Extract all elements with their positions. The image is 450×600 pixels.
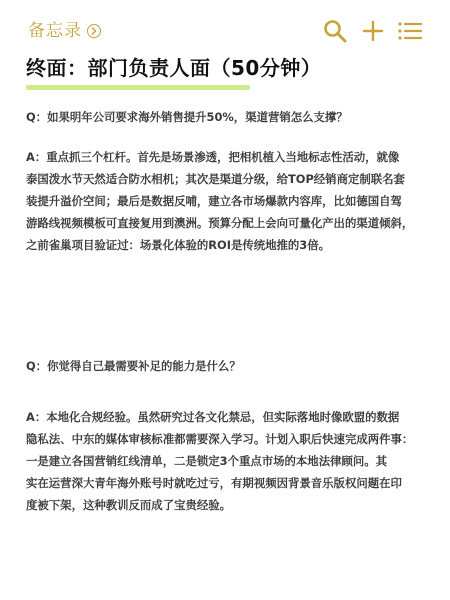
plus-icon[interactable] <box>360 18 386 44</box>
question-1 <box>26 106 428 128</box>
title-highlight <box>26 85 250 90</box>
answer-line: 度被下架，这种教训反而成了宝贵经验。 <box>26 498 232 512</box>
answer-line: A：本地化合规经验。虽然研究过各文化禁忌，但实际落地时像欧盟的数据 <box>26 410 400 424</box>
chevron-right-icon <box>87 24 101 38</box>
search-icon[interactable] <box>322 18 348 44</box>
note-title: 终面：部门负责人面（50分钟） <box>26 56 322 80</box>
answer-line: 泰国泼水节天然适合防水相机；其次是渠道分级，给TOP经销商定制联名套 <box>26 172 405 186</box>
back-label: 备忘录 <box>28 21 82 41</box>
list-icon[interactable] <box>397 18 423 44</box>
question-text: Q：如果明年公司要求海外销售提升50%，渠道营销怎么支撑？ <box>26 110 348 124</box>
answer-1 <box>26 146 428 256</box>
question-2 <box>26 355 428 377</box>
question-text: Q：你觉得自己最需要补足的能力是什么？ <box>26 359 241 373</box>
back-to-notes-button[interactable] <box>28 20 101 42</box>
answer-line: 装提升溢价空间；最后是数据反哺，建立各市场爆款内容库，比如德国自驾 <box>26 194 402 208</box>
answer-line: 游路线视频模板可直接复用到澳洲。预算分配上会向可量化产出的渠道倾斜， <box>26 216 414 230</box>
answer-2 <box>26 406 428 516</box>
answer-line: 隐私法、中东的媒体审核标准都需要深入学习。计划入职后快速完成两件事： <box>26 432 414 446</box>
answer-line: 一是建立各国营销红线清单，二是锁定3个重点市场的本地法律顾问。其 <box>26 454 388 468</box>
answer-line: 之前雀巢项目验证过：场景化体验的ROI是传统地推的3倍。 <box>26 238 330 252</box>
top-bar <box>0 0 450 58</box>
answer-line: 实在运营深大青年海外账号时就吃过亏，有期视频因背景音乐版权问题在印 <box>26 476 402 490</box>
answer-line: A：重点抓三个杠杆。首先是场景渗透，把相机植入当地标志性活动，就像 <box>26 150 400 164</box>
